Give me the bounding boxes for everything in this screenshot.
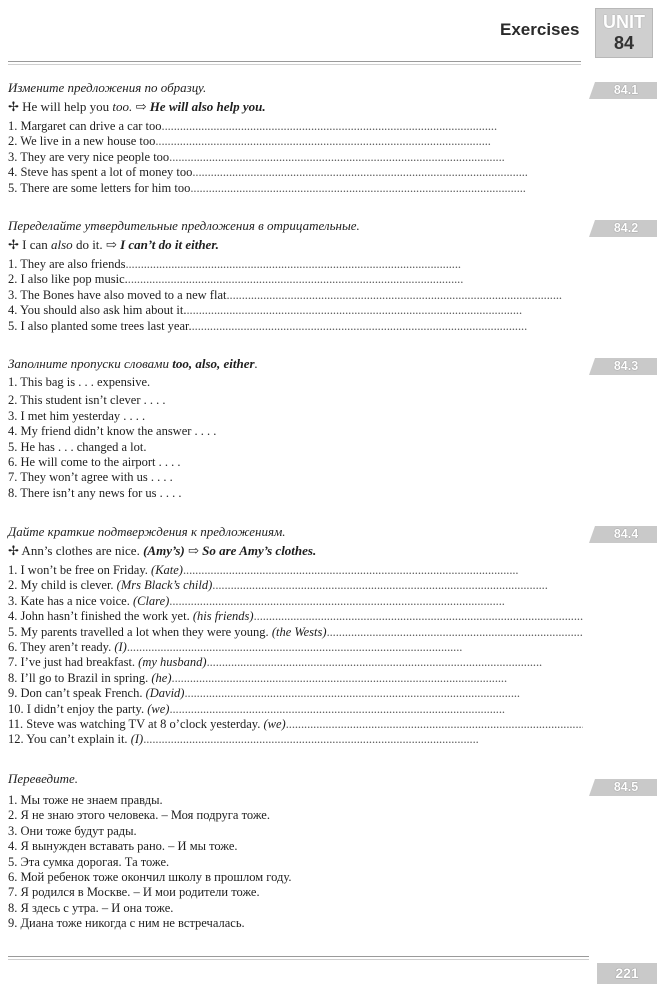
list-item: 12. You can’t explain it. (I) . . .: [8, 732, 583, 747]
exercise-84-5: [8, 771, 583, 932]
list-item: 7. They won’t agree with us . . . .: [8, 470, 173, 485]
exercise-instruction: Переведите.: [8, 771, 79, 786]
list-item: 5. There are some letters for him too . . .: [8, 181, 583, 196]
list-item: 7. Я родился в Москве. – И мои родители тоже.: [8, 885, 260, 900]
list-item: 5. He has . . . changed a lot.: [8, 439, 147, 454]
exercise-instruction: Переделайте утвердительные предложения в отрицательные.: [8, 218, 360, 233]
list-item: 1. This bag is . . . expensive.: [8, 375, 151, 389]
list-item: 3. Kate has a nice voice. (Clare) . . .: [8, 594, 583, 609]
unit-box: [595, 8, 653, 58]
list-item: 1. They are also friends . . .: [8, 257, 583, 272]
list-item: 3. They are very nice people too . . .: [8, 150, 583, 165]
list-item: 8. Я здесь с утра. – И она тоже.: [8, 900, 174, 915]
list-item: 11. Steve was watching TV at 8 o’clock yesterday. (we) . . .: [8, 717, 583, 732]
list-item: 5. I also planted some trees last year. . . .: [8, 319, 583, 334]
list-item: 1. Margaret can drive a car too . . .: [8, 119, 583, 134]
exercise-84-1: [8, 80, 583, 196]
example-line: ✢ I can also do it. ⇨ I can’t do it either.: [8, 237, 219, 252]
list-item: 6. Мой ребенок тоже окончил школу в прошлом году.: [8, 870, 292, 885]
list-item: 4. John hasn’t finished the work yet. (his friends) . . .: [8, 609, 583, 624]
list-item: 2. We live in a new house too . . .: [8, 134, 583, 149]
exercise-badge-84-1: 84.1: [595, 82, 657, 99]
example-answer: So are Amy’s clothes.: [202, 543, 317, 558]
list-item: 2. Я не знаю этого человека. – Моя подруга тоже.: [8, 808, 270, 823]
page-header-title: Exercises: [500, 20, 580, 39]
list-item: 2. I also like pop music. . . .: [8, 272, 583, 287]
list-item: 4. Я вынужден вставать рано. – И мы тоже.: [8, 839, 238, 854]
list-item: 4. My friend didn’t know the answer . . . .: [8, 424, 217, 439]
list-item: 5. Эта сумка дорогая. Та тоже.: [8, 854, 170, 869]
header-rule: [8, 61, 581, 65]
footer-rule: [8, 956, 589, 960]
unit-number: 84: [613, 33, 635, 53]
list-item: 2. My child is clever. (Mrs Black’s child) . . .: [8, 578, 583, 593]
example-answer: I can’t do it either.: [120, 237, 219, 252]
example-answer: He will also help you.: [149, 99, 266, 114]
exercise-instruction: Заполните пропуски словами too, also, either.: [8, 356, 258, 371]
list-item: 8. I’ll go to Brazil in spring. (he) . . .: [8, 671, 583, 686]
list-item: 3. The Bones have also moved to a new flat . . .: [8, 288, 583, 303]
exercise-84-3: [8, 356, 583, 501]
list-item: 2. This student isn’t clever . . . .: [8, 393, 166, 408]
exercise-badge-84-2: 84.2: [595, 220, 657, 237]
list-item: 10. I didn’t enjoy the party. (we) . . .: [8, 702, 583, 717]
list-item: 1. I won’t be free on Friday. (Kate) . . .: [8, 563, 583, 578]
example-line: ✢ Ann’s clothes are nice. (Amy’s) ⇨ So are Amy’s clothes.: [8, 543, 317, 558]
exercise-badge-84-3: 84.3: [595, 358, 657, 375]
exercise-badge-84-4: 84.4: [595, 526, 657, 543]
list-item: 3. Они тоже будут рады.: [8, 823, 137, 838]
list-item: 9. Диана тоже никогда с ним не встречалась.: [8, 916, 245, 931]
list-item: 7. I’ve just had breakfast. (my husband) . . .: [8, 655, 583, 670]
unit-label: UNIT: [603, 12, 645, 32]
exercise-84-2: [8, 218, 583, 334]
list-item: 4. Steve has spent a lot of money too . . .: [8, 165, 583, 180]
page-number: 221: [597, 963, 657, 984]
list-item: 5. My parents travelled a lot when they were young. (the Wests) . . .: [8, 625, 583, 640]
list-item: 9. Don can’t speak French. (David) . . .: [8, 686, 583, 701]
exercise-badge-84-5: 84.5: [595, 779, 657, 796]
list-item: 6. He will come to the airport . . . .: [8, 455, 181, 470]
list-item: 1. Мы тоже не знаем правды.: [8, 793, 163, 807]
example-line: ✢ He will help you too. ⇨ He will also help you.: [8, 99, 266, 114]
exercise-instruction: Измените предложения по образцу.: [8, 80, 207, 95]
list-item: 4. You should also ask him about it. . . .: [8, 303, 583, 318]
list-item: 3. I met him yesterday . . . .: [8, 408, 146, 423]
exercise-instruction: Дайте краткие подтверждения к предложениям.: [8, 524, 286, 539]
exercise-84-4: [8, 524, 583, 748]
list-item: 8. There isn’t any news for us . . . .: [8, 485, 182, 500]
list-item: 6. They aren’t ready. (I) . . .: [8, 640, 583, 655]
